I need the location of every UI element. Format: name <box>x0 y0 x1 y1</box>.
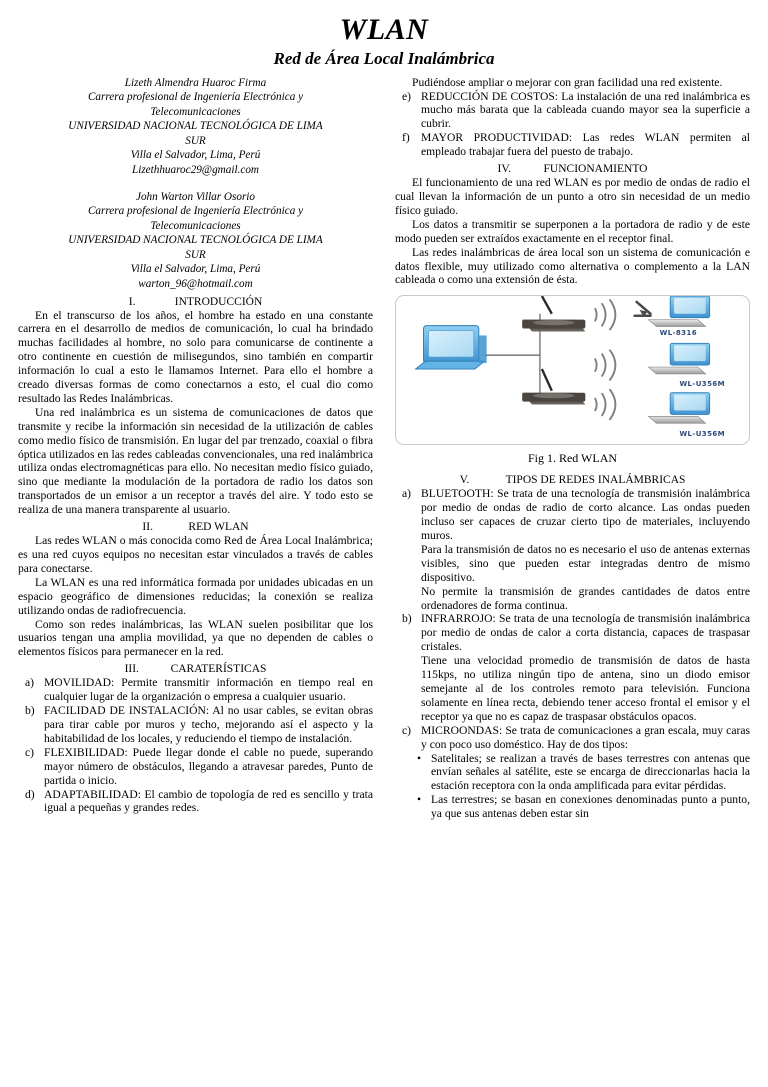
author-university-line2: SUR <box>185 248 206 261</box>
list-item-extra: Tiene una velocidad promedio de transmisión de datos de hasta 115kps, no utiliza ningún tipo de antena, sino un diodo emisor semejante al de los controles remoto para televisión. Funciona solamente en línea recta, debiendo tener acceso frontal el emisor y el receptor ya que no es capaz de traspasar obstáculos opacos. <box>421 654 750 723</box>
bullet-text: Las terrestres; se basan en conexiones denominadas punto a punto, ya que sus antenas deben estar sin <box>431 793 750 821</box>
list-item <box>395 131 750 159</box>
section-heading-tipos <box>395 474 750 486</box>
caracteristicas-list <box>18 676 373 815</box>
list-item <box>395 724 750 752</box>
list-item-text: REDUCCIÓN DE COSTOS: La instalación de una red inalámbrica es mucho más barata que la cableada cuando mayor sea la superficie a cubrir. <box>421 89 750 131</box>
list-marker: f) <box>402 131 410 145</box>
bullet-icon: • <box>416 751 422 765</box>
author-career-line1: Carrera profesional de Ingeniería Electrónica y <box>87 205 304 218</box>
author-career-line2: Telecomunicaciones <box>150 219 241 232</box>
client-device-2 <box>648 344 709 375</box>
list-item-extra: No permite la transmisión de grandes cantidades de datos entre ordenadores de forma continua. <box>421 584 750 612</box>
list-item <box>395 90 750 132</box>
paragraph: Como son redes inalámbricas, las WLAN suelen posibilitar que los usuarios tengan una amplia movilidad, ya que no dependen de cables o elementos físicos para permanecer en la red. <box>18 617 373 659</box>
laptop-icon <box>416 326 487 369</box>
client-device-1 <box>635 296 710 327</box>
list-item <box>395 752 750 794</box>
signal-wave-icon-1 <box>595 300 615 330</box>
list-marker: a) <box>25 676 35 690</box>
author-location: Villa el Salvador, Lima, Perú <box>130 149 261 162</box>
list-item-text: MOVILIDAD: Permite transmitir información en tiempo real en cualquier lugar de la organización o empresa a cualquier usuario. <box>44 676 373 704</box>
author-university-line1: UNIVERSIDAD NACIONAL TECNOLÓGICA DE LIMA <box>68 120 323 133</box>
paragraph: En el transcurso de los años, el hombre ha estado en una constante carrera en el desarrollo de medios de comunicación, lo cual ha brindado muchas facilidades al hombre, no solo para comunicarse de continente a otro continente en cuestión de milisegundos, sino también en compartir información lo cual a esto le llamamos Internet. Para ello el hombre a creado diversas formas de como conectarnos a esto, el cual dio como resultado las Redes Inalámbricas. <box>18 308 373 405</box>
signal-wave-icon-2 <box>595 351 615 381</box>
author-university-line2: SUR <box>185 134 206 147</box>
router-icon-bottom <box>522 369 585 405</box>
section-numeral: II. <box>142 521 153 534</box>
author-career-line1: Carrera profesional de Ingeniería Electrónica y <box>87 91 304 104</box>
paragraph-continuation: Pudiéndose ampliar o mejorar con gran facilidad una red existente. <box>412 75 723 89</box>
page-subtitle: Red de Área Local Inalámbrica <box>273 49 495 69</box>
section-numeral: I. <box>128 295 136 308</box>
list-item-extra: Para la transmisión de datos no es necesario el uso de antenas externas visibles, sino que pueden estar integradas dentro de mismo dispositivo. <box>421 542 750 584</box>
section-title: RED WLAN <box>188 521 249 534</box>
signal-wave-icon-3 <box>595 390 615 420</box>
figure-1 <box>395 295 750 466</box>
paragraph: El funcionamiento de una red WLAN es por medio de ondas de radio el cual llevan la información de un punto a otro sin necesidad de un medio físico guiado. <box>395 176 750 217</box>
author-email: Lizethhuaroc29@gmail.com <box>131 164 260 177</box>
author-career-line2: Telecomunicaciones <box>150 105 241 118</box>
device-label-3: WL-U356M <box>679 430 725 439</box>
router-icon-top <box>522 296 585 332</box>
list-item <box>18 788 373 816</box>
device-label-2: WL-U356M <box>679 380 725 389</box>
section-title: TIPOS DE REDES INALÁMBRICAS <box>505 474 686 487</box>
list-item <box>18 676 373 704</box>
list-item-text: BLUETOOTH: Se trata de una tecnología de transmisión inalámbrica por medio de ondas de radio de corto alcance. Las ondas pueden incluso ser capaces de cruzar cierto tipo de materiales, incluyendo muros. <box>421 487 750 543</box>
list-item-text: FACILIDAD DE INSTALACIÓN: Al no usar cables, se evitan obras para tirar cable por muros y techo, mejorando así el aspecto y la habitabilidad de los locales, y reduciendo el tiempo de instalación. <box>44 704 373 745</box>
paragraph: Una red inalámbrica es un sistema de comunicaciones de datos que transmite y recibe la información sin necesidad de la utilización de cables como medio físico de transmisión. En lugar del par trenzado, coaxial o fibra óptica utilizados en las redes cableadas convencionales, una red inalámbrica utiliza ondas electromagnéticas para ello. No necesitan medio físico guiado, sino que mediante la modulación de la portadora de radio los datos son transportados de un emisor a un receptor a través del aire. Y todo esto se realiza de una manera transparente al usuario. <box>18 405 373 517</box>
section-numeral: III. <box>124 663 139 676</box>
author-location: Villa el Salvador, Lima, Perú <box>130 263 261 276</box>
list-marker: e) <box>402 89 412 103</box>
tipos-list <box>395 487 750 751</box>
section-title: CARATERÍSTICAS <box>170 663 267 676</box>
client-device-3 <box>648 393 709 424</box>
paragraph: Los datos a transmitir se superponen a la portadora de radio y de este modo pueden ser extraídos exactamente en el receptor final. <box>395 217 750 245</box>
list-item-text: ADAPTABILIDAD: El cambio de topología de red es sencillo y trata igual a pequeñas y grandes redes. <box>44 787 373 815</box>
list-item-text: MAYOR PRODUCTIVIDAD: Las redes WLAN permiten al empleado trabajar fuera del puesto de trabajo. <box>421 131 750 159</box>
list-item <box>18 746 373 788</box>
author-university-line1: UNIVERSIDAD NACIONAL TECNOLÓGICA DE LIMA <box>68 234 323 247</box>
section-heading-introduccion <box>18 296 373 308</box>
section-heading-caracteristicas <box>18 663 373 675</box>
left-column <box>18 76 373 816</box>
microondas-bullet-list <box>395 752 750 822</box>
author-name: John Warton Villar Osorio <box>135 190 256 203</box>
figure-caption: Fig 1. Red WLAN <box>527 451 618 466</box>
page-title: WLAN <box>339 13 429 46</box>
list-item <box>395 612 750 723</box>
wlan-network-diagram <box>396 296 749 444</box>
bullet-icon: • <box>416 793 422 807</box>
section-heading-red-wlan <box>18 521 373 533</box>
list-marker: b) <box>25 704 35 718</box>
title-block <box>18 14 750 70</box>
list-marker: c) <box>402 723 412 737</box>
list-item <box>395 793 750 821</box>
caracteristicas-list-continued <box>395 90 750 160</box>
list-marker: d) <box>25 787 35 801</box>
list-item <box>395 487 750 612</box>
device-label-1: WL-8316 <box>659 329 697 338</box>
list-marker: c) <box>25 745 35 759</box>
author-name: Lizeth Almendra Huaroc Firma <box>124 76 267 89</box>
paragraph: Las redes inalámbricas de área local son un sistema de comunicación e datos flexible, muy utilizado como alternativa o complemento a la LAN cableada o como una extensión de ésta. <box>395 245 750 287</box>
bullet-text: Satelitales; se realizan a través de bases terrestres con antenas que envían señales al satélite, este se encarga de direccionarlas hacia la estación receptora con la onda amplificada para evitar pérdidas. <box>431 751 750 793</box>
author-block-2 <box>18 190 373 292</box>
section-title: FUNCIONAMIENTO <box>543 163 648 176</box>
list-item-text: FLEXIBILIDAD: Puede llegar donde el cable no puede, superando mayor número de obstáculos, llegando a atravesar paredes, Punto de partida o inicio. <box>44 745 373 787</box>
author-email: warton_96@hotmail.com <box>138 277 253 290</box>
list-item-text: MICROONDAS: Se trata de comunicaciones a gran escala, muy caras y con poco uso doméstico. Hay de dos tipos: <box>421 723 750 751</box>
list-marker: b) <box>402 612 412 626</box>
author-block-1 <box>18 76 373 178</box>
section-numeral: V. <box>459 474 470 487</box>
section-heading-funcionamiento <box>395 163 750 175</box>
list-item-text: INFRARROJO: Se trata de una tecnología de transmisión inalámbrica por medio de ondas de calor a corta distancia, capaces de traspasar cristales. <box>421 612 750 654</box>
figure-image-box <box>395 295 750 445</box>
right-column <box>395 76 750 821</box>
list-item <box>18 704 373 746</box>
paragraph: La WLAN es una red informática formada por unidades ubicadas en un espacio geográfico de dimensiones reducidas; la conexión se realiza utilizando ondas de radiofrecuencia. <box>18 575 373 617</box>
list-marker: a) <box>402 487 412 501</box>
section-title: INTRODUCCIÓN <box>174 295 263 308</box>
paragraph: Las redes WLAN o más conocida como Red de Área Local Inalámbrica; es una red cuyos equipos no necesitan estar vinculados a través de cables para conectarse. <box>18 534 373 575</box>
two-column-layout <box>18 76 750 821</box>
section-numeral: IV. <box>497 163 512 176</box>
